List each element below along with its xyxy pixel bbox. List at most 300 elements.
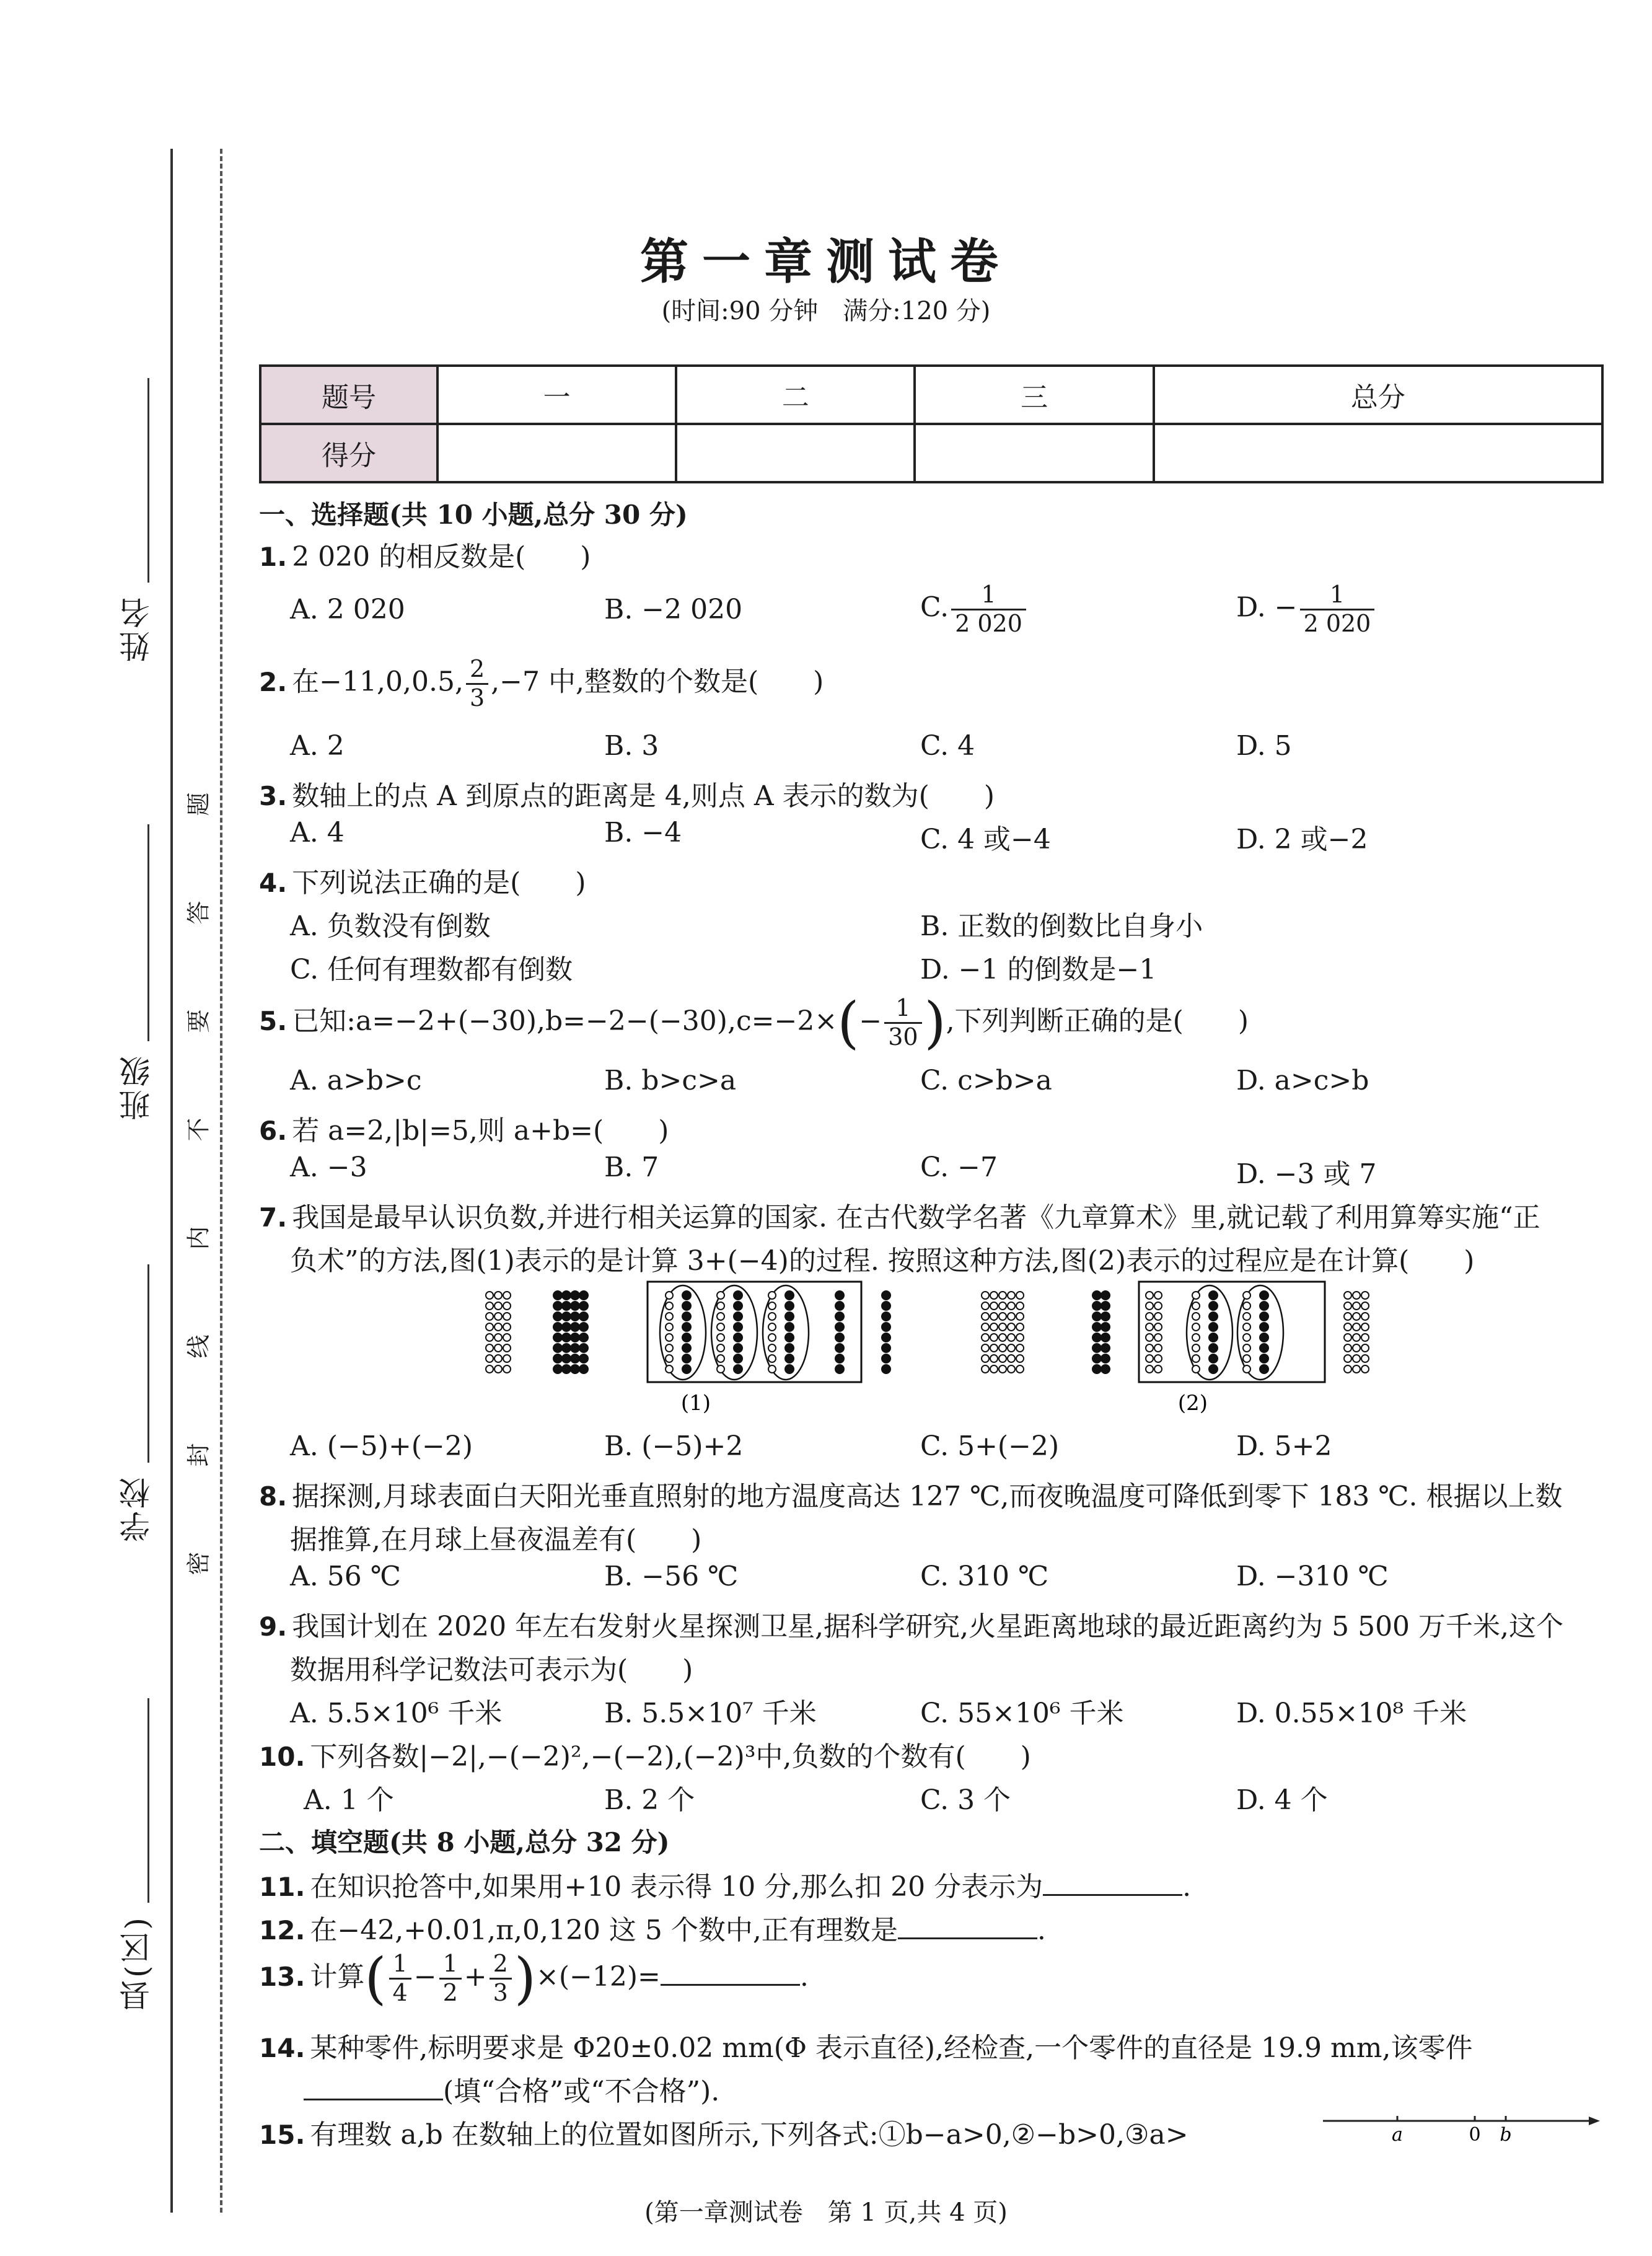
question-number: 14. — [259, 2033, 305, 2063]
counting-rod — [1101, 1333, 1110, 1342]
option-a: A. 56 ℃ — [290, 1561, 401, 1592]
option-b: B. 5.5×10⁷ 千米 — [604, 1698, 817, 1729]
score-table-header-cell: 三 — [915, 366, 1153, 424]
counting-rod — [1260, 1323, 1268, 1331]
counting-rod — [1260, 1354, 1268, 1363]
counting-rod — [1260, 1291, 1268, 1300]
counting-rod — [1344, 1344, 1351, 1352]
counting-rod — [1192, 1292, 1200, 1299]
option-c: C. 任何有理数都有倒数 — [290, 954, 573, 985]
counting-rod — [835, 1354, 844, 1363]
option-b: B. 正数的倒数比自身小 — [920, 910, 1203, 942]
counting-rod — [571, 1323, 579, 1331]
score-table-header-cell: 一 — [437, 366, 676, 424]
counting-rod — [1008, 1355, 1015, 1362]
counting-rod — [1260, 1302, 1268, 1310]
counting-rod — [666, 1334, 673, 1341]
score-table — [259, 364, 1604, 483]
counting-rods-figure — [483, 1277, 1413, 1419]
counting-rod — [682, 1302, 691, 1310]
option-d: D. 5 — [1236, 730, 1292, 762]
counting-rod — [882, 1333, 890, 1342]
question-text: 下列说法正确的是( ) — [292, 867, 586, 899]
left-paren: ( — [364, 1946, 387, 2011]
counting-rod — [1092, 1312, 1101, 1321]
counting-rod — [1192, 1323, 1200, 1331]
question-number: 5. — [259, 1006, 288, 1036]
counting-rod — [494, 1292, 502, 1299]
counting-rod — [1146, 1292, 1153, 1299]
score-table-header-cell: 题号 — [260, 366, 437, 424]
name-label: 姓名 — [119, 595, 155, 662]
counting-rod — [503, 1302, 511, 1310]
counting-rod — [579, 1344, 588, 1352]
counting-rod — [1101, 1344, 1110, 1352]
counting-rod — [734, 1312, 742, 1321]
fraction-numerator: 1 — [439, 1950, 462, 1980]
fraction-numerator: 1 — [1300, 581, 1375, 610]
question-number: 15. — [259, 2120, 305, 2150]
fraction-denominator: 4 — [392, 1979, 408, 2006]
counting-rod — [982, 1355, 989, 1362]
counting-rod — [734, 1302, 742, 1310]
counting-rod — [1353, 1334, 1360, 1341]
counting-rod — [562, 1323, 571, 1331]
counting-rod — [1209, 1323, 1218, 1331]
question-9-line-2: 数据用科学记数法可表示为( ) — [290, 1654, 693, 1686]
left-paren: ( — [837, 990, 859, 1055]
option-d — [1236, 581, 1377, 637]
fraction-denominator: 2 020 — [955, 609, 1022, 637]
counting-rod — [1101, 1312, 1110, 1321]
counting-rod — [486, 1292, 493, 1299]
counting-rod — [785, 1344, 794, 1352]
school-label: 学校 — [119, 1475, 155, 1542]
counting-rod — [882, 1323, 890, 1331]
right-paren: ) — [514, 1946, 536, 2011]
counting-rod — [1154, 1365, 1162, 1373]
counting-rod — [666, 1292, 673, 1299]
counting-rod — [1092, 1291, 1101, 1300]
counting-rod — [1344, 1292, 1351, 1299]
counting-rod — [666, 1355, 673, 1362]
counting-rod — [486, 1323, 493, 1331]
counting-rod — [682, 1354, 691, 1363]
score-row-label: 得分 — [260, 424, 437, 482]
counting-rod — [785, 1365, 794, 1373]
fraction-numerator: 2 — [466, 656, 488, 685]
option-d: D. −3 或 7 — [1236, 1158, 1377, 1190]
counting-rod — [734, 1333, 742, 1342]
fraction-numerator: 1 — [884, 995, 921, 1024]
counting-rod — [1016, 1344, 1024, 1352]
counting-rod — [717, 1323, 724, 1331]
counting-rod — [579, 1323, 588, 1331]
counting-rod — [1146, 1355, 1153, 1362]
question-5 — [259, 990, 1249, 1055]
counting-rod — [785, 1333, 794, 1342]
counting-rod — [1192, 1302, 1200, 1310]
counting-rod — [1008, 1292, 1015, 1299]
option-d: D. 0.55×10⁸ 千米 — [1236, 1698, 1467, 1729]
answer-blank[interactable] — [661, 1962, 800, 1986]
question-number: 12. — [259, 1915, 305, 1945]
fraction — [389, 1950, 411, 2006]
question-number: 6. — [259, 1116, 288, 1146]
counting-rod — [1243, 1355, 1250, 1362]
option-d: D. 4 个 — [1236, 1784, 1328, 1816]
counting-rod — [1092, 1365, 1101, 1373]
fraction-numerator: 1 — [389, 1950, 411, 1980]
counting-rod — [682, 1333, 691, 1342]
counting-rod — [990, 1292, 998, 1299]
counting-rod — [503, 1365, 511, 1373]
counting-rod — [1008, 1302, 1015, 1310]
counting-rod — [494, 1323, 502, 1331]
counting-rod — [1344, 1355, 1351, 1362]
counting-rod — [1154, 1334, 1162, 1341]
fraction-numerator: 1 — [951, 581, 1026, 610]
question-8 — [259, 1474, 1562, 1514]
counting-rod — [990, 1302, 998, 1310]
counting-rod — [990, 1334, 998, 1341]
counting-rod — [717, 1355, 724, 1362]
counting-rod — [1154, 1313, 1162, 1320]
score-table-row — [260, 366, 1602, 424]
counting-rod — [982, 1323, 989, 1331]
counting-rod — [990, 1344, 998, 1352]
question-14-line-2 — [304, 2069, 719, 2108]
option-c: C. 310 ℃ — [920, 1561, 1049, 1592]
question-3 — [259, 773, 995, 813]
school-field — [147, 1264, 149, 1463]
operator: − — [413, 1961, 437, 1993]
counting-rod — [1192, 1334, 1200, 1341]
option-d: D. 2 或−2 — [1236, 824, 1368, 855]
counting-rod — [486, 1344, 493, 1352]
fraction — [951, 581, 1026, 637]
county-field — [147, 1698, 149, 1903]
option-c: C. 55×10⁶ 千米 — [920, 1698, 1124, 1729]
counting-rod — [1146, 1365, 1153, 1373]
counting-rod — [1192, 1344, 1200, 1352]
counting-rod — [1192, 1313, 1200, 1320]
option-c: C. c>b>a — [920, 1065, 1052, 1096]
question-text: 在−11,0,0.5, — [292, 666, 464, 698]
counting-rod — [1243, 1302, 1250, 1310]
option-a: A. 4 — [290, 817, 345, 848]
answer-blank[interactable] — [304, 2076, 443, 2100]
counting-rod — [835, 1302, 844, 1310]
question-end: . — [799, 1961, 809, 1993]
question-2 — [259, 656, 824, 712]
page-footer: (第一章测试卷 第 1 页,共 4 页) — [644, 2198, 1008, 2227]
counting-rod — [494, 1355, 502, 1362]
page-title: 第一章测试卷 — [639, 234, 1012, 290]
counting-rod — [1361, 1344, 1369, 1352]
notice-char: 要 — [185, 1009, 213, 1033]
notice-char: 题 — [185, 792, 213, 816]
question-end: . — [1037, 1915, 1046, 1946]
counting-rod — [734, 1323, 742, 1331]
counting-rod — [682, 1323, 691, 1331]
counting-rod — [1209, 1312, 1218, 1321]
counting-rod — [503, 1344, 511, 1352]
counting-rod — [835, 1344, 844, 1352]
question-text: 若 a=2,|b|=5,则 a+b=( ) — [292, 1115, 669, 1147]
question-number: 8. — [259, 1481, 288, 1512]
counting-rod — [1209, 1365, 1218, 1373]
question-10 — [259, 1734, 1031, 1774]
counting-rod — [1008, 1365, 1015, 1373]
counting-rod — [571, 1291, 579, 1300]
counting-rod — [1101, 1354, 1110, 1363]
counting-rod — [717, 1292, 724, 1299]
counting-rod — [1092, 1302, 1101, 1310]
counting-rod — [1260, 1344, 1268, 1352]
counting-rod — [682, 1291, 691, 1300]
counting-rod — [579, 1365, 588, 1373]
counting-rod — [982, 1302, 989, 1310]
counting-rod — [562, 1312, 571, 1321]
counting-rod — [579, 1333, 588, 1342]
question-text: ×(−12)= — [535, 1961, 661, 1993]
question-text: 据探测,月球表面白天阳光垂直照射的地方温度高达 127 ℃,而夜晚温度可降低到零下 183 ℃. 根据以上数 — [292, 1481, 1563, 1512]
question-end: . — [1182, 1871, 1192, 1903]
counting-rod — [1260, 1333, 1268, 1342]
option-a: A. 5.5×10⁶ 千米 — [290, 1698, 503, 1729]
counting-rod — [999, 1302, 1006, 1310]
question-11 — [259, 1864, 1191, 1904]
question-number: 7. — [259, 1202, 288, 1233]
option-d-prefix: D. − — [1236, 591, 1298, 623]
counting-rod — [717, 1365, 724, 1373]
question-1 — [259, 534, 591, 574]
counting-rod — [1101, 1291, 1110, 1300]
question-text: 数轴上的点 A 到原点的距离是 4,则点 A 表示的数为( ) — [292, 780, 995, 812]
counting-rod — [1353, 1365, 1360, 1373]
counting-rod — [666, 1302, 673, 1310]
option-b: B. 2 个 — [604, 1784, 695, 1816]
counting-rod — [982, 1344, 989, 1352]
counting-rod — [1146, 1323, 1153, 1331]
counting-rod — [785, 1323, 794, 1331]
question-12 — [259, 1908, 1046, 1947]
counting-rod — [717, 1334, 724, 1341]
counting-rod — [1008, 1334, 1015, 1341]
option-b: B. 7 — [604, 1152, 659, 1183]
question-15 — [259, 2112, 1188, 2152]
counting-rod — [1361, 1355, 1369, 1362]
counting-rod — [990, 1323, 998, 1331]
counting-rod — [1154, 1302, 1162, 1310]
counting-rod — [553, 1354, 562, 1363]
counting-rod — [982, 1313, 989, 1320]
counting-rod — [835, 1312, 844, 1321]
counting-rod — [1209, 1302, 1218, 1310]
score-table-header-cell: 二 — [676, 366, 915, 424]
option-c — [920, 581, 1029, 637]
counting-rod — [768, 1313, 776, 1320]
counting-rod — [571, 1354, 579, 1363]
counting-rod — [1209, 1354, 1218, 1363]
counting-rod — [990, 1355, 998, 1362]
score-cell-2[interactable] — [676, 424, 915, 482]
counting-rod — [982, 1334, 989, 1341]
option-c: C. 3 个 — [920, 1784, 1011, 1816]
option-a: A. 1 个 — [304, 1784, 394, 1816]
score-cell-total[interactable] — [1154, 424, 1602, 482]
question-number: 3. — [259, 781, 288, 811]
counting-rod — [1260, 1365, 1268, 1373]
question-text: ,−7 中,整数的个数是( ) — [491, 666, 824, 698]
binding-solid-line — [170, 149, 173, 2213]
label-a: a — [1392, 2124, 1403, 2146]
class-label: 班级 — [119, 1054, 155, 1121]
counting-rod — [553, 1333, 562, 1342]
counting-rod — [1361, 1302, 1369, 1310]
counting-rod — [717, 1344, 724, 1352]
counting-rod — [1146, 1313, 1153, 1320]
counting-rod — [553, 1302, 562, 1310]
counting-rod — [1146, 1334, 1153, 1341]
counting-rod — [1344, 1313, 1351, 1320]
counting-rod — [882, 1302, 890, 1310]
question-number: 4. — [259, 868, 288, 898]
counting-rod — [494, 1302, 502, 1310]
counting-rod — [717, 1302, 724, 1310]
score-cell-1[interactable] — [437, 424, 676, 482]
fraction-denominator: 2 020 — [1303, 609, 1371, 637]
counting-rod — [1092, 1344, 1101, 1352]
question-number: 11. — [259, 1872, 305, 1902]
question-text: (填“合格”或“不合格”). — [443, 2076, 720, 2107]
counting-rod — [1092, 1323, 1101, 1331]
counting-rod — [1209, 1333, 1218, 1342]
question-text: 有理数 a,b 在数轴上的位置如图所示,下列各式:①b−a>0,②−b>0,③a> — [310, 2119, 1188, 2151]
question-number: 2. — [259, 666, 288, 697]
counting-rod — [494, 1334, 502, 1341]
fraction — [490, 1950, 512, 2006]
counting-rod — [553, 1344, 562, 1352]
counting-rod — [1243, 1292, 1250, 1299]
counting-rod — [835, 1291, 844, 1300]
question-text: 已知:a=−2+(−30),b=−2−(−30),c=−2× — [292, 1005, 838, 1037]
counting-rod — [666, 1365, 673, 1373]
counting-rod — [999, 1344, 1006, 1352]
counting-rod — [1243, 1313, 1250, 1320]
counting-rod — [1008, 1323, 1015, 1331]
counting-rod — [1154, 1355, 1162, 1362]
counting-rod — [571, 1312, 579, 1321]
fraction-denominator: 30 — [888, 1023, 918, 1051]
counting-rod — [503, 1313, 511, 1320]
score-table-header-cell: 总分 — [1154, 366, 1602, 424]
fraction-denominator: 2 — [442, 1979, 458, 2006]
counting-rod — [579, 1312, 588, 1321]
counting-rod — [1101, 1302, 1110, 1310]
counting-rod — [553, 1291, 562, 1300]
counting-rod — [682, 1365, 691, 1373]
counting-rod — [553, 1323, 562, 1331]
counting-rod — [734, 1354, 742, 1363]
counting-rod — [1243, 1344, 1250, 1352]
question-7 — [259, 1195, 1540, 1235]
fraction-numerator: 2 — [490, 1950, 512, 1980]
binding-dashed-line — [220, 149, 222, 2213]
notice-char: 答 — [185, 901, 213, 925]
counting-rod — [1243, 1323, 1250, 1331]
option-c: C. 4 或−4 — [920, 824, 1051, 855]
fraction — [1300, 581, 1375, 637]
counting-rod — [1016, 1355, 1024, 1362]
section-1-title: 一、选择题(共 10 小题,总分 30 分) — [259, 500, 688, 530]
fraction — [884, 995, 921, 1051]
counting-rod — [785, 1312, 794, 1321]
question-13 — [259, 1946, 809, 2011]
notice-char: 线 — [185, 1334, 213, 1359]
counting-rod — [562, 1365, 571, 1373]
counting-rod — [494, 1313, 502, 1320]
counting-rod — [1016, 1313, 1024, 1320]
counting-rod — [1016, 1323, 1024, 1331]
counting-rod — [1101, 1323, 1110, 1331]
question-4 — [259, 860, 586, 900]
option-a: A. 负数没有倒数 — [290, 910, 491, 942]
counting-rod — [682, 1312, 691, 1321]
figure-1-box — [648, 1282, 861, 1382]
counting-rod — [503, 1292, 511, 1299]
section-2-title: 二、填空题(共 8 小题,总分 32 分) — [259, 1827, 670, 1857]
figure-2-label: (2) — [1177, 1391, 1208, 1416]
notice-char: 封 — [185, 1443, 213, 1467]
county-label: 县(区) — [119, 1915, 155, 2012]
counting-rod — [1260, 1312, 1268, 1321]
counting-rod — [1353, 1292, 1360, 1299]
counting-rod — [768, 1355, 776, 1362]
counting-rod — [768, 1344, 776, 1352]
counting-rod — [1243, 1334, 1250, 1341]
counting-rod — [579, 1291, 588, 1300]
counting-rod — [1353, 1302, 1360, 1310]
counting-rod — [882, 1354, 890, 1363]
counting-rod — [835, 1333, 844, 1342]
notice-char: 不 — [185, 1117, 213, 1142]
counting-rod — [882, 1365, 890, 1373]
answer-blank[interactable] — [898, 1915, 1037, 1939]
counting-rod — [1016, 1365, 1024, 1373]
score-cell-3[interactable] — [915, 424, 1153, 482]
counting-rod — [562, 1291, 571, 1300]
fraction — [466, 656, 488, 712]
question-number: 9. — [259, 1611, 288, 1642]
answer-blank[interactable] — [1043, 1872, 1182, 1896]
counting-rod — [882, 1344, 890, 1352]
counting-rod — [1146, 1344, 1153, 1352]
option-c: C. −7 — [920, 1152, 998, 1183]
fraction-denominator: 3 — [493, 1979, 508, 2006]
counting-rod — [666, 1323, 673, 1331]
counting-rod — [562, 1354, 571, 1363]
counting-rod — [1361, 1365, 1369, 1373]
label-0: 0 — [1469, 2124, 1481, 2146]
counting-rod — [734, 1365, 742, 1373]
right-paren: ) — [924, 990, 946, 1055]
question-text: 下列各数|−2|,−(−2)²,−(−2),(−2)³中,负数的个数有( ) — [310, 1741, 1031, 1773]
question-text: 我国是最早认识负数,并进行相关运算的国家. 在古代数学名著《九章算术》里,就记载了利用算筹实施“正 — [292, 1202, 1540, 1233]
counting-rod — [1154, 1323, 1162, 1331]
counting-rod — [1344, 1334, 1351, 1341]
